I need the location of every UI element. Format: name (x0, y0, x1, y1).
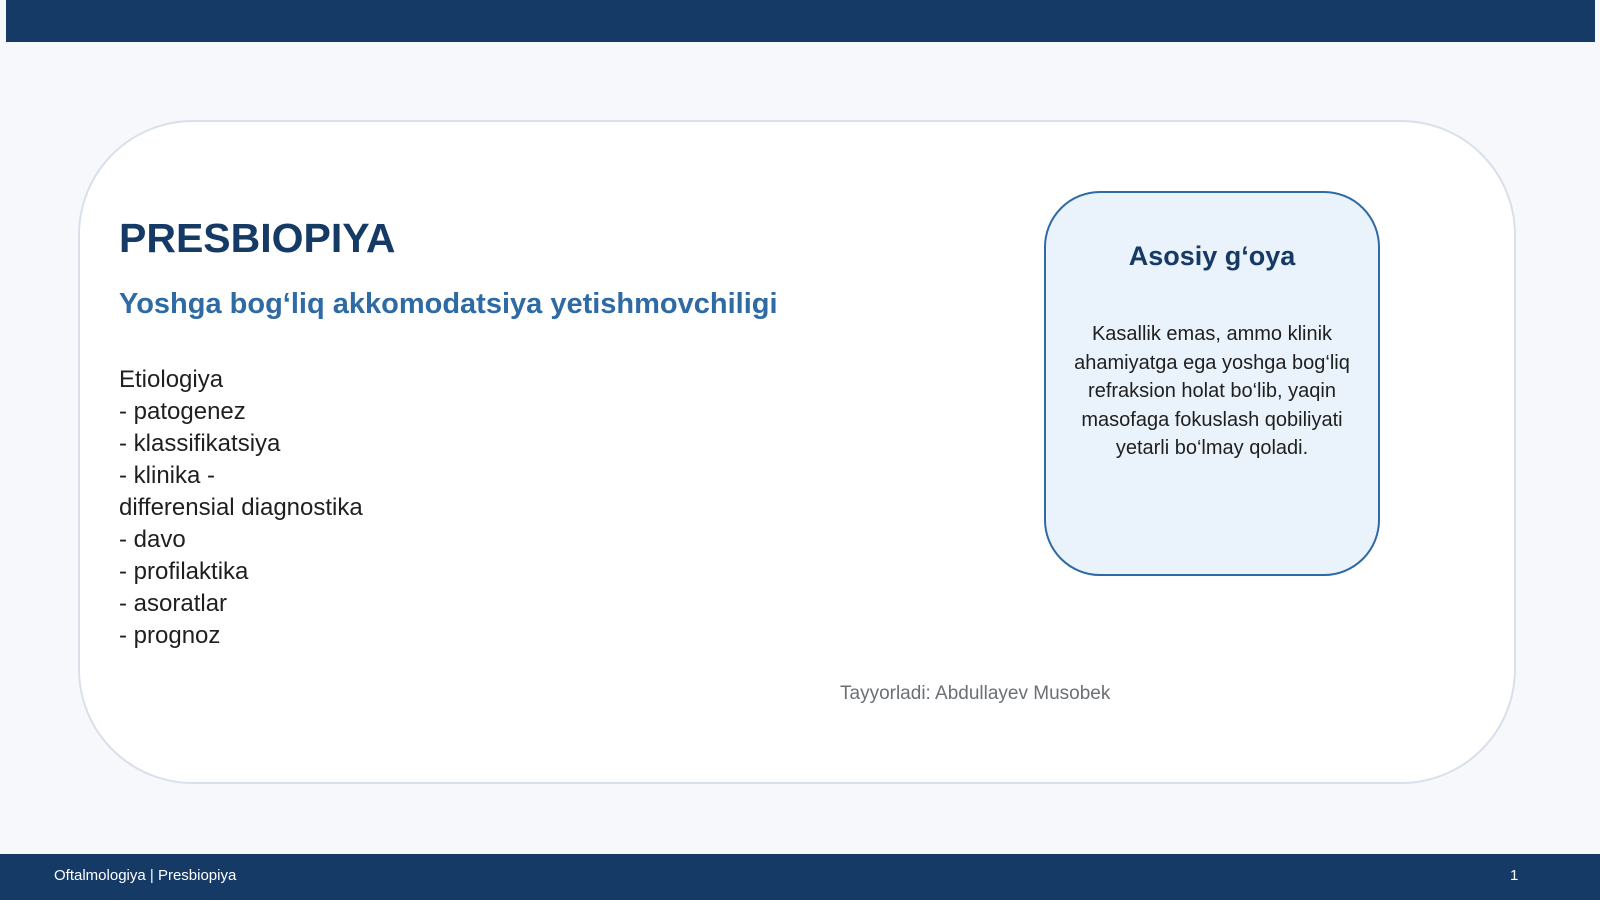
page-number: 1 (1510, 867, 1519, 884)
footer-course-label: Oftalmologiya | Presbiopiya (54, 867, 237, 884)
outline-item: - klassifikatsiya (119, 430, 281, 457)
key-idea-text: Kasallik emas, ammo klinik ahamiyatga ega yoshga bog‘liq refraksion holat bo‘lib, yaqin masofaga fokuslash qobiliyati yetarli bo‘lmay qoladi. (1074, 323, 1350, 459)
outline-item: - klinika - (119, 462, 216, 489)
top-banner (6, 0, 1595, 42)
outline-item: - patogenez (119, 398, 246, 425)
outline-item: Etiologiya (119, 366, 224, 393)
author-credit: Tayyorladi: Abdullayev Musobek (840, 683, 1111, 704)
outline-item: - profilaktika (119, 558, 249, 585)
outline-item: - davo (119, 526, 186, 553)
outline-item: - asoratlar (119, 590, 228, 617)
slide-subtitle: Yoshga bog‘liq akkomodatsiya yetishmovchiligi (119, 288, 778, 320)
slide-title: PRESBIOPIYA (119, 215, 396, 261)
outline-item: - prognoz (119, 622, 221, 649)
key-idea-box (1044, 191, 1380, 576)
key-idea-title: Asosiy g‘oya (1128, 241, 1296, 271)
footer-bar (0, 854, 1600, 900)
outline-item: differensial diagnostika (119, 494, 363, 521)
topic-outline (119, 364, 363, 652)
